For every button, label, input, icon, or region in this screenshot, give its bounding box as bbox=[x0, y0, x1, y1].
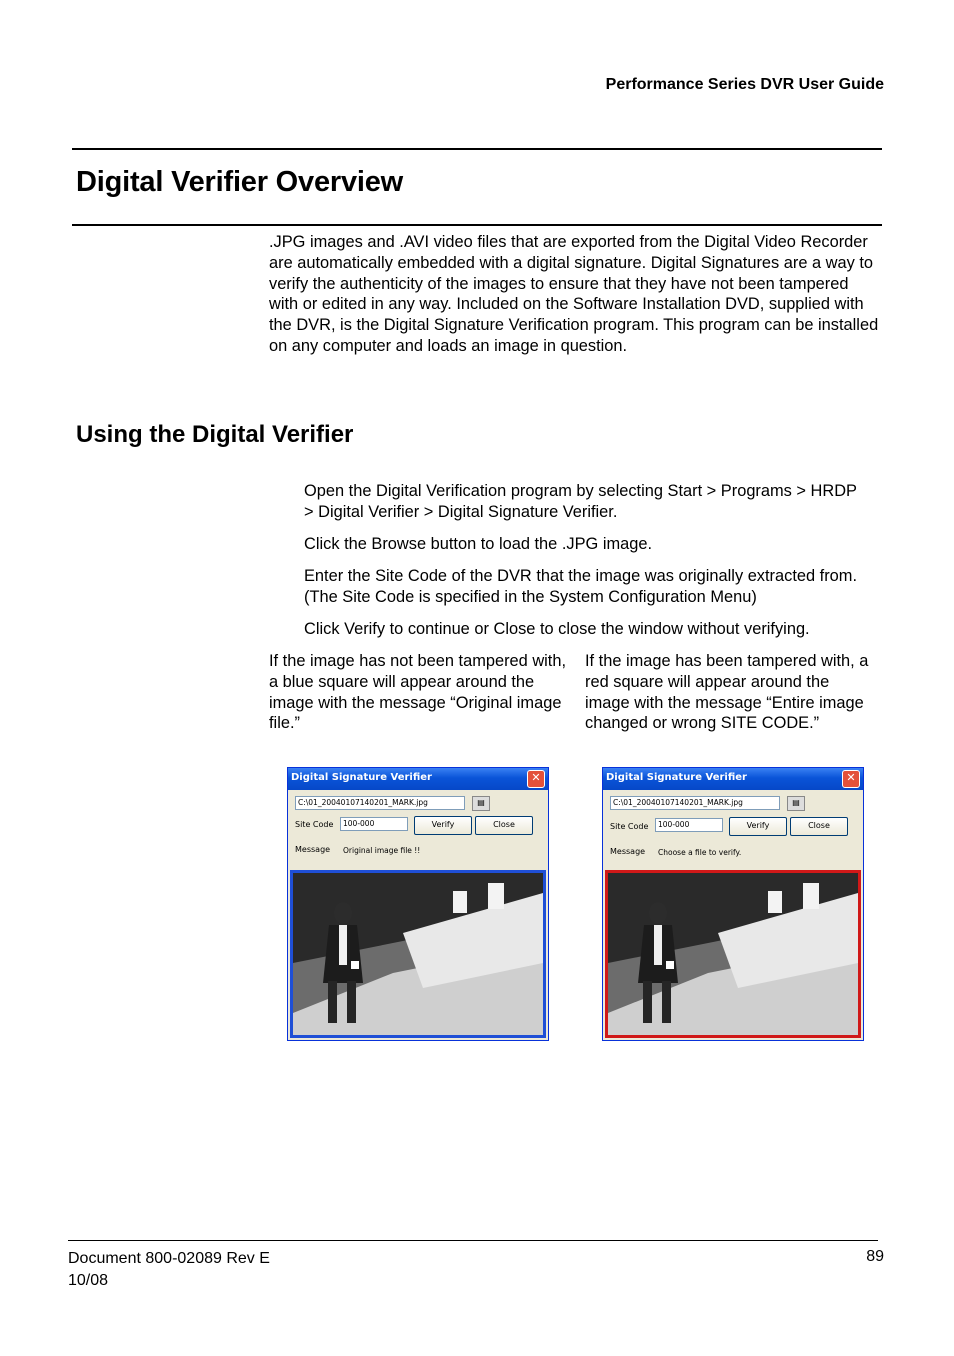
document-number: Document 800-02089 Rev E bbox=[68, 1250, 270, 1267]
close-button[interactable]: Close bbox=[475, 816, 533, 835]
verify-button[interactable]: Verify bbox=[414, 816, 472, 835]
verify-button[interactable]: Verify bbox=[729, 817, 787, 836]
image-preview bbox=[290, 870, 546, 1038]
step-3: Enter the Site Code of the DVR that the image was originally extracted from. (The Site Code is specified in the System Configuration Menu) bbox=[304, 567, 857, 606]
title-underline bbox=[72, 224, 882, 226]
close-icon[interactable]: ✕ bbox=[527, 770, 545, 788]
verifier-dialog-tampered bbox=[602, 767, 864, 1041]
site-code-label: Site Code bbox=[295, 820, 334, 829]
close-icon[interactable]: ✕ bbox=[842, 770, 860, 788]
browse-icon[interactable]: ▤ bbox=[472, 796, 490, 811]
site-code-label: Site Code bbox=[610, 822, 649, 831]
left-note: If the image has not been tampered with, a blue square will appear around the image with the message “Original image file.” bbox=[269, 652, 567, 733]
step-2: Click the Browse button to load the .JPG image. bbox=[304, 535, 653, 553]
subsection-title: Using the Digital Verifier bbox=[76, 421, 354, 448]
document-date: 10/08 bbox=[68, 1272, 109, 1289]
dialog-title: Digital Signature Verifier bbox=[606, 772, 747, 783]
message-value: Choose a file to verify. bbox=[655, 846, 855, 859]
file-path-input[interactable]: C:\01_20040107140201_MARK.jpg bbox=[295, 796, 465, 810]
site-code-input[interactable]: 100-000 bbox=[655, 818, 723, 832]
file-path-input[interactable]: C:\01_20040107140201_MARK.jpg bbox=[610, 796, 780, 810]
section-title: Digital Verifier Overview bbox=[76, 166, 404, 198]
step-1: Open the Digital Verification program by selecting Start > Programs > HRDP > Digital Verifier > Digital Signature Verifier. bbox=[304, 482, 857, 521]
dialog-titlebar bbox=[288, 768, 548, 790]
dialog-title: Digital Signature Verifier bbox=[291, 772, 432, 783]
footer-document-info bbox=[68, 1248, 270, 1292]
footer-rule bbox=[68, 1240, 878, 1241]
intro-paragraph: .JPG images and .AVI video files that are exported from the Digital Video Recorder are automatically embedded with a digital signature. Digital Signatures are a way to verify the authenticity of the images to ensure that they have not been tampered with or edited in any way. Included on the Software Installation DVD, supplied with the DVR, is the Digital Signature Verification program. This program can be installed on any computer and loads an image in question. bbox=[269, 233, 879, 355]
message-label: Message bbox=[295, 845, 331, 854]
running-header: Performance Series DVR User Guide bbox=[605, 76, 884, 93]
right-note: If the image has been tampered with, a red square will appear around the image with the message “Entire image changed or wrong SITE CODE.” bbox=[585, 652, 869, 733]
message-label: Message bbox=[610, 847, 646, 856]
step-4: Click Verify to continue or Close to close the window without verifying. bbox=[304, 620, 810, 638]
page-number: 89 bbox=[866, 1248, 884, 1265]
dialog-titlebar bbox=[603, 768, 863, 790]
message-value: Original image file !! bbox=[340, 844, 540, 857]
browse-icon[interactable]: ▤ bbox=[787, 796, 805, 811]
top-rule bbox=[72, 148, 882, 150]
verifier-dialog-original bbox=[287, 767, 549, 1041]
close-button[interactable]: Close bbox=[790, 817, 848, 836]
image-preview bbox=[605, 870, 861, 1038]
site-code-input[interactable]: 100-000 bbox=[340, 817, 408, 831]
